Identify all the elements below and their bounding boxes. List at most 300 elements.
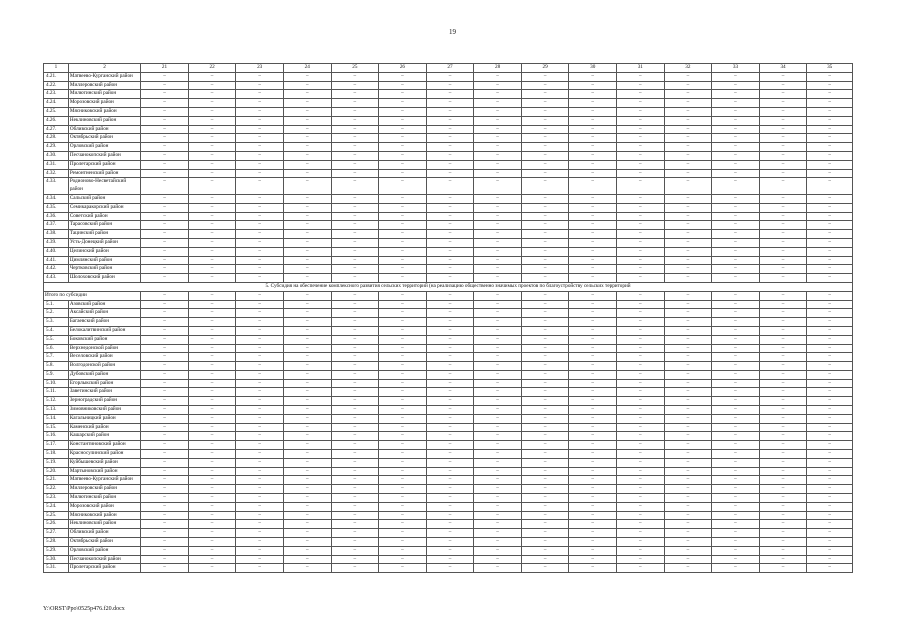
value-cell: – [236,203,284,212]
district-name: Песчанокопский район [68,151,140,160]
value-cell: – [569,274,617,283]
value-cell: – [188,520,236,529]
value-cell: – [807,397,853,406]
value-cell: – [569,397,617,406]
value-cell: – [141,212,189,221]
table-row [44,335,853,344]
value-cell: – [569,151,617,160]
value-cell: – [617,116,665,125]
value-cell: – [236,450,284,459]
value-cell: – [617,511,665,520]
row-number: 4.29. [44,143,69,152]
district-name: Кашарский район [68,432,140,441]
district-name: Мясниковский район [68,511,140,520]
value-cell: – [664,502,712,511]
value-cell: – [569,212,617,221]
value-cell: – [521,450,569,459]
value-cell: – [141,203,189,212]
section-title: 5. Субсидия на обеспечение комплексного развития сельских территорий (на реализацию общественно значимых проектов по благоустройству сельских территорий [44,282,853,291]
value-cell: – [379,99,427,108]
table-row [44,238,853,247]
value-cell: – [379,502,427,511]
value-cell: – [331,318,379,327]
value-cell: – [569,72,617,81]
district-name: Заветинский район [68,388,140,397]
value-cell: – [807,318,853,327]
row-number: 5.25. [44,511,69,520]
table-row [44,151,853,160]
column-header: 2 [68,64,140,73]
value-cell: – [712,203,760,212]
value-cell: – [474,265,522,274]
value-cell: – [474,564,522,573]
district-name: Зерноградский район [68,397,140,406]
value-cell: – [141,379,189,388]
value-cell: – [141,238,189,247]
value-cell: – [474,72,522,81]
row-number: 5.8. [44,362,69,371]
value-cell: – [141,546,189,555]
value-cell: – [188,256,236,265]
value-cell: – [188,230,236,239]
value-cell: – [664,476,712,485]
value-cell: – [807,502,853,511]
value-cell: – [712,143,760,152]
value-cell: – [188,397,236,406]
value-cell: – [236,326,284,335]
value-cell: – [664,370,712,379]
row-number: 4.37. [44,221,69,230]
value-cell: – [283,476,331,485]
value-cell: – [664,414,712,423]
value-cell: – [331,72,379,81]
table-row [44,538,853,547]
value-cell: – [807,125,853,134]
value-cell: – [283,81,331,90]
table-row [44,221,853,230]
value-cell: – [617,318,665,327]
value-cell: – [474,502,522,511]
value-cell: – [426,318,474,327]
value-cell: – [759,151,807,160]
value-cell: – [617,362,665,371]
value-cell: – [617,450,665,459]
value-cell: – [759,502,807,511]
row-number: 5.28. [44,538,69,547]
value-cell: – [617,564,665,573]
table-row [44,134,853,143]
value-cell: – [521,423,569,432]
value-cell: – [188,125,236,134]
value-cell: – [236,247,284,256]
row-number: 5.26. [44,520,69,529]
value-cell: – [379,238,427,247]
value-cell: – [236,423,284,432]
value-cell: – [569,335,617,344]
value-cell: – [379,432,427,441]
column-header: 25 [331,64,379,73]
value-cell: – [236,397,284,406]
value-cell: – [188,502,236,511]
value-cell: – [188,485,236,494]
value-cell: – [236,520,284,529]
table-row [44,265,853,274]
value-cell: – [379,247,427,256]
value-cell: – [141,511,189,520]
value-cell: – [521,432,569,441]
value-cell: – [283,160,331,169]
value-cell: – [521,247,569,256]
column-header: 23 [236,64,284,73]
value-cell: – [521,370,569,379]
column-header: 30 [569,64,617,73]
value-cell: – [712,230,760,239]
value-cell: – [617,335,665,344]
value-cell: – [569,458,617,467]
value-cell: – [283,414,331,423]
value-cell: – [474,90,522,99]
value-cell: – [188,116,236,125]
value-cell: – [283,353,331,362]
value-cell: – [712,160,760,169]
value-cell: – [283,397,331,406]
value-cell: – [521,555,569,564]
value-cell: – [236,335,284,344]
district-name: Дубовский район [68,370,140,379]
district-name: Матвеево-Курганский район [68,476,140,485]
value-cell: – [807,414,853,423]
value-cell: – [712,178,760,195]
value-cell: – [569,178,617,195]
value-cell: – [712,256,760,265]
value-cell: – [474,529,522,538]
value-cell: – [712,221,760,230]
value-cell: – [188,247,236,256]
value-cell: – [283,458,331,467]
value-cell: – [759,546,807,555]
value-cell: – [664,265,712,274]
value-cell: – [188,194,236,203]
value-cell: – [379,520,427,529]
value-cell: – [712,441,760,450]
district-name: Цимлянский район [68,256,140,265]
value-cell: – [759,432,807,441]
value-cell: – [236,143,284,152]
value-cell: – [141,81,189,90]
value-cell: – [521,388,569,397]
row-number: 5.2. [44,309,69,318]
value-cell: – [283,467,331,476]
district-name: Белокалитвинский район [68,326,140,335]
value-cell: – [283,362,331,371]
value-cell: – [807,494,853,503]
value-cell: – [379,151,427,160]
value-cell: – [759,203,807,212]
value-cell: – [379,194,427,203]
table-row [44,178,853,195]
value-cell: – [141,194,189,203]
value-cell: – [521,291,569,300]
value-cell: – [474,362,522,371]
value-cell: – [426,238,474,247]
value-cell: – [759,318,807,327]
value-cell: – [807,344,853,353]
value-cell: – [379,107,427,116]
value-cell: – [236,116,284,125]
district-name: Октябрьский район [68,538,140,547]
table-row [44,423,853,432]
value-cell: – [569,414,617,423]
value-cell: – [474,538,522,547]
value-cell: – [236,441,284,450]
value-cell: – [379,555,427,564]
value-cell: – [331,238,379,247]
table-row [44,318,853,327]
value-cell: – [759,379,807,388]
table-row [44,441,853,450]
value-cell: – [759,300,807,309]
value-cell: – [664,116,712,125]
value-cell: – [521,502,569,511]
footer-file-path: Y:\ORST\Ppo\0525p476.f20.docx [43,606,125,612]
value-cell: – [807,335,853,344]
value-cell: – [426,326,474,335]
value-cell: – [331,274,379,283]
value-cell: – [426,538,474,547]
table-row [44,379,853,388]
value-cell: – [569,160,617,169]
table-row [44,125,853,134]
table-row [44,160,853,169]
value-cell: – [188,291,236,300]
value-cell: – [474,476,522,485]
value-cell: – [188,300,236,309]
value-cell: – [664,546,712,555]
value-cell: – [759,370,807,379]
value-cell: – [379,256,427,265]
district-name: Чертковский район [68,265,140,274]
value-cell: – [379,458,427,467]
value-cell: – [617,134,665,143]
value-cell: – [569,291,617,300]
value-cell: – [521,318,569,327]
value-cell: – [141,107,189,116]
value-cell: – [569,423,617,432]
value-cell: – [474,353,522,362]
value-cell: – [474,143,522,152]
value-cell: – [617,72,665,81]
value-cell: – [331,467,379,476]
value-cell: – [521,90,569,99]
value-cell: – [617,169,665,178]
value-cell: – [807,247,853,256]
value-cell: – [426,529,474,538]
table-row [44,212,853,221]
value-cell: – [807,546,853,555]
value-cell: – [759,388,807,397]
value-cell: – [474,406,522,415]
district-name: Кагальницкий район [68,414,140,423]
value-cell: – [426,125,474,134]
value-cell: – [617,423,665,432]
value-cell: – [236,90,284,99]
district-name: Красносулинский район [68,450,140,459]
value-cell: – [379,485,427,494]
value-cell: – [712,291,760,300]
value-cell: – [521,230,569,239]
row-number: 4.40. [44,247,69,256]
value-cell: – [426,169,474,178]
value-cell: – [188,81,236,90]
value-cell: – [759,274,807,283]
value-cell: – [569,116,617,125]
value-cell: – [141,291,189,300]
value-cell: – [569,388,617,397]
value-cell: – [617,143,665,152]
value-cell: – [712,450,760,459]
row-number: 5.9. [44,370,69,379]
value-cell: – [617,370,665,379]
value-cell: – [331,265,379,274]
value-cell: – [188,178,236,195]
value-cell: – [379,221,427,230]
value-cell: – [617,203,665,212]
value-cell: – [379,450,427,459]
value-cell: – [807,476,853,485]
row-number: 4.28. [44,134,69,143]
value-cell: – [379,379,427,388]
value-cell: – [759,335,807,344]
value-cell: – [759,238,807,247]
value-cell: – [141,458,189,467]
value-cell: – [236,458,284,467]
column-header: 33 [712,64,760,73]
value-cell: – [141,256,189,265]
value-cell: – [617,309,665,318]
value-cell: – [283,300,331,309]
value-cell: – [759,555,807,564]
value-cell: – [807,256,853,265]
district-name: Обливский район [68,125,140,134]
value-cell: – [188,538,236,547]
value-cell: – [331,362,379,371]
district-name: Веселовский район [68,353,140,362]
value-cell: – [474,309,522,318]
value-cell: – [759,291,807,300]
value-cell: – [283,388,331,397]
value-cell: – [521,238,569,247]
value-cell: – [617,107,665,116]
value-cell: – [426,81,474,90]
value-cell: – [617,441,665,450]
value-cell: – [474,458,522,467]
value-cell: – [188,143,236,152]
value-cell: – [521,335,569,344]
value-cell: – [664,362,712,371]
value-cell: – [712,476,760,485]
value-cell: – [188,370,236,379]
value-cell: – [379,265,427,274]
value-cell: – [426,370,474,379]
value-cell: – [474,344,522,353]
value-cell: – [664,169,712,178]
value-cell: – [426,221,474,230]
value-cell: – [664,318,712,327]
value-cell: – [283,274,331,283]
value-cell: – [426,502,474,511]
district-name: Песчанокопский район [68,555,140,564]
value-cell: – [664,230,712,239]
value-cell: – [807,143,853,152]
value-cell: – [664,485,712,494]
value-cell: – [569,309,617,318]
value-cell: – [141,125,189,134]
value-cell: – [331,511,379,520]
value-cell: – [664,238,712,247]
value-cell: – [807,432,853,441]
value-cell: – [283,318,331,327]
value-cell: – [379,309,427,318]
value-cell: – [331,169,379,178]
value-cell: – [569,143,617,152]
value-cell: – [807,423,853,432]
district-name: Целинский район [68,247,140,256]
value-cell: – [236,72,284,81]
value-cell: – [188,134,236,143]
value-cell: – [617,256,665,265]
value-cell: – [426,564,474,573]
value-cell: – [474,291,522,300]
value-cell: – [664,256,712,265]
value-cell: – [331,203,379,212]
value-cell: – [569,81,617,90]
value-cell: – [188,169,236,178]
value-cell: – [807,221,853,230]
value-cell: – [712,318,760,327]
district-name: Орловский район [68,546,140,555]
value-cell: – [617,326,665,335]
value-cell: – [141,300,189,309]
value-cell: – [759,344,807,353]
district-name: Егорлыкский район [68,379,140,388]
row-number: 5.17. [44,441,69,450]
value-cell: – [807,555,853,564]
value-cell: – [569,494,617,503]
value-cell: – [664,107,712,116]
row-number: 4.35. [44,203,69,212]
row-number: 4.21. [44,72,69,81]
value-cell: – [379,212,427,221]
value-cell: – [712,335,760,344]
value-cell: – [283,406,331,415]
value-cell: – [331,326,379,335]
value-cell: – [426,265,474,274]
column-header: 35 [807,64,853,73]
value-cell: – [664,247,712,256]
value-cell: – [807,406,853,415]
value-cell: – [759,81,807,90]
value-cell: – [807,538,853,547]
value-cell: – [712,564,760,573]
data-table [43,63,853,573]
value-cell: – [379,160,427,169]
value-cell: – [426,467,474,476]
value-cell: – [188,326,236,335]
value-cell: – [807,291,853,300]
value-cell: – [236,476,284,485]
header-row [44,64,853,73]
district-name: Неклиновский район [68,520,140,529]
